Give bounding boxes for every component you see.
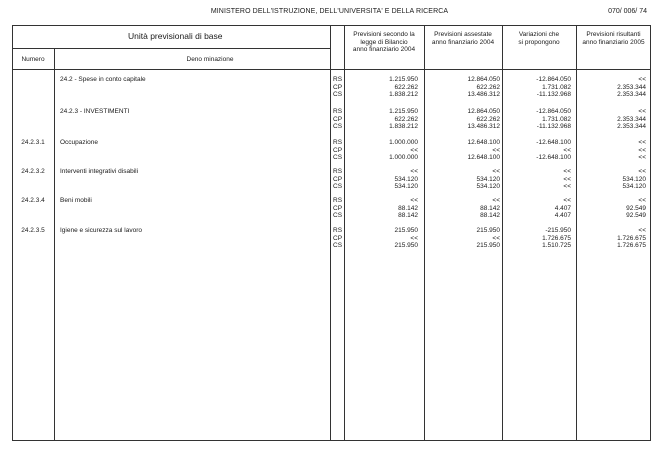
header-col4: Previsioni risultanti anno finanziario 2005 xyxy=(582,31,645,46)
row-denominazione: Beni mobili xyxy=(60,197,92,204)
value-variazioni: 1.731.082 xyxy=(542,115,571,123)
row-tipo: CS xyxy=(333,123,343,131)
header-col1: Previsioni secondo la legge di Bilancio anno finanziario 2004 xyxy=(352,31,416,53)
value-previsioni-2004: 622.262 xyxy=(394,83,418,91)
row-denominazione: Igiene e sicurezza sul lavoro xyxy=(60,227,143,234)
header-unita: Unità previsionali di base xyxy=(128,31,223,41)
value-assestate-2004: 534.120 xyxy=(476,175,500,183)
row-numero: 24.2.3.4 xyxy=(21,197,45,204)
value-previsioni-2004: << xyxy=(410,146,418,154)
value-risultanti-2005: << xyxy=(638,108,646,115)
value-previsioni-2004: 1.215.950 xyxy=(389,108,418,115)
value-assestate-2004: 88.142 xyxy=(480,204,500,212)
value-variazioni: 1.731.082 xyxy=(542,83,571,91)
value-previsioni-2004: << xyxy=(410,168,418,175)
value-assestate-2004: 12.648.100 xyxy=(467,154,500,162)
value-variazioni: -11.132.968 xyxy=(536,91,571,99)
row-tipo: CP xyxy=(333,146,343,154)
header-numero: Numero xyxy=(21,56,45,63)
value-variazioni: 4.407 xyxy=(554,204,571,212)
value-assestate-2004: 13.486.312 xyxy=(467,91,500,99)
header-split-line xyxy=(12,48,330,49)
header-col3: Variazioni che si propongono xyxy=(518,31,560,46)
value-variazioni: -12.864.050 xyxy=(536,108,571,115)
value-previsioni-2004: << xyxy=(410,197,418,204)
value-previsioni-2004: 1.000.000 xyxy=(389,139,418,146)
value-variazioni: -12.648.100 xyxy=(536,139,571,146)
value-assestate-2004: << xyxy=(492,234,500,242)
row-tipo: RS xyxy=(333,139,343,146)
row-tipo: CS xyxy=(333,183,343,191)
row-tipo: CP xyxy=(333,83,343,91)
value-assestate-2004: 12.648.100 xyxy=(467,139,500,146)
row-numero: 24.2.3.2 xyxy=(21,168,45,175)
value-previsioni-2004: 534.120 xyxy=(394,183,418,191)
value-assestate-2004: 12.864.050 xyxy=(467,108,500,115)
value-variazioni: 4.407 xyxy=(554,212,571,220)
value-risultanti-2005: 534.120 xyxy=(622,175,646,183)
value-variazioni: << xyxy=(563,175,571,183)
document-title: MINISTERO DELL'ISTRUZIONE, DELL'UNIVERSITA' E DELLA RICERCA xyxy=(210,8,449,15)
value-assestate-2004: 534.120 xyxy=(476,183,500,191)
value-variazioni: -11.132.968 xyxy=(536,123,571,131)
value-risultanti-2005: << xyxy=(638,168,646,175)
value-risultanti-2005: 2.353.344 xyxy=(617,83,646,91)
value-variazioni: 1.510.725 xyxy=(542,242,571,250)
value-variazioni: << xyxy=(563,183,571,191)
row-tipo: RS xyxy=(333,197,343,204)
value-risultanti-2005: 1.726.675 xyxy=(617,242,646,250)
value-assestate-2004: 215.950 xyxy=(476,227,500,234)
value-previsioni-2004: << xyxy=(410,234,418,242)
value-variazioni: -12.864.050 xyxy=(536,76,571,83)
value-risultanti-2005: 1.726.675 xyxy=(617,234,646,242)
value-assestate-2004: 12.864.050 xyxy=(467,76,500,83)
value-risultanti-2005: 534.120 xyxy=(622,183,646,191)
value-variazioni: -12.648.100 xyxy=(536,154,571,162)
value-variazioni: << xyxy=(563,146,571,154)
header-col2: Previsioni assestate anno finanziario 2004 xyxy=(431,31,495,46)
header-bottom-line xyxy=(12,69,651,70)
row-tipo: CS xyxy=(333,91,343,99)
row-tipo: CP xyxy=(333,204,343,212)
value-assestate-2004: 13.486.312 xyxy=(467,123,500,131)
row-numero: 24.2.3.1 xyxy=(21,139,45,146)
value-assestate-2004: << xyxy=(492,146,500,154)
row-tipo: CS xyxy=(333,154,343,162)
value-previsioni-2004: 622.262 xyxy=(394,115,418,123)
divider-numero xyxy=(54,48,55,441)
value-risultanti-2005: << xyxy=(638,227,646,234)
divider-denominazione xyxy=(330,25,331,441)
value-assestate-2004: 215.950 xyxy=(476,242,500,250)
value-risultanti-2005: 2.353.344 xyxy=(617,91,646,99)
row-tipo: CP xyxy=(333,175,343,183)
value-previsioni-2004: 215.950 xyxy=(394,242,418,250)
value-previsioni-2004: 1.000.000 xyxy=(389,154,418,162)
row-denominazione: Interventi integrativi disabili xyxy=(60,168,139,175)
value-previsioni-2004: 88.142 xyxy=(398,212,418,220)
row-tipo: RS xyxy=(333,108,343,115)
row-tipo: CS xyxy=(333,212,343,220)
row-denominazione: 24.2 - Spese in conto capitale xyxy=(60,76,146,83)
value-assestate-2004: 622.262 xyxy=(476,83,500,91)
value-variazioni: << xyxy=(563,197,571,204)
value-previsioni-2004: 534.120 xyxy=(394,175,418,183)
row-tipo: CS xyxy=(333,242,343,250)
value-risultanti-2005: 2.353.344 xyxy=(617,115,646,123)
page-code: 070/ 006/ 74 xyxy=(608,8,647,15)
value-assestate-2004: 88.142 xyxy=(480,212,500,220)
value-risultanti-2005: << xyxy=(638,154,646,162)
value-variazioni: 1.726.675 xyxy=(542,234,571,242)
value-variazioni: << xyxy=(563,168,571,175)
row-tipo: RS xyxy=(333,76,343,83)
row-denominazione: 24.2.3 - INVESTIMENTI xyxy=(60,108,130,115)
value-variazioni: -215.950 xyxy=(545,227,571,234)
value-previsioni-2004: 1.838.212 xyxy=(389,123,418,131)
row-tipo: RS xyxy=(333,227,343,234)
row-numero: 24.2.3.5 xyxy=(21,227,45,234)
value-assestate-2004: << xyxy=(492,168,500,175)
value-risultanti-2005: 2.353.344 xyxy=(617,123,646,131)
header-denominazione: Deno minazione xyxy=(186,56,234,63)
row-tipo: CP xyxy=(333,115,343,123)
row-tipo: RS xyxy=(333,168,343,175)
value-assestate-2004: 622.262 xyxy=(476,115,500,123)
value-risultanti-2005: << xyxy=(638,146,646,154)
value-assestate-2004: << xyxy=(492,197,500,204)
value-previsioni-2004: 215.950 xyxy=(394,227,418,234)
value-risultanti-2005: 92.549 xyxy=(626,204,646,212)
value-previsioni-2004: 1.215.950 xyxy=(389,76,418,83)
value-risultanti-2005: << xyxy=(638,76,646,83)
value-risultanti-2005: 92.549 xyxy=(626,212,646,220)
row-tipo: CP xyxy=(333,234,343,242)
row-denominazione: Occupazione xyxy=(60,139,98,146)
value-previsioni-2004: 1.838.212 xyxy=(389,91,418,99)
value-risultanti-2005: << xyxy=(638,197,646,204)
value-previsioni-2004: 88.142 xyxy=(398,204,418,212)
value-risultanti-2005: << xyxy=(638,139,646,146)
